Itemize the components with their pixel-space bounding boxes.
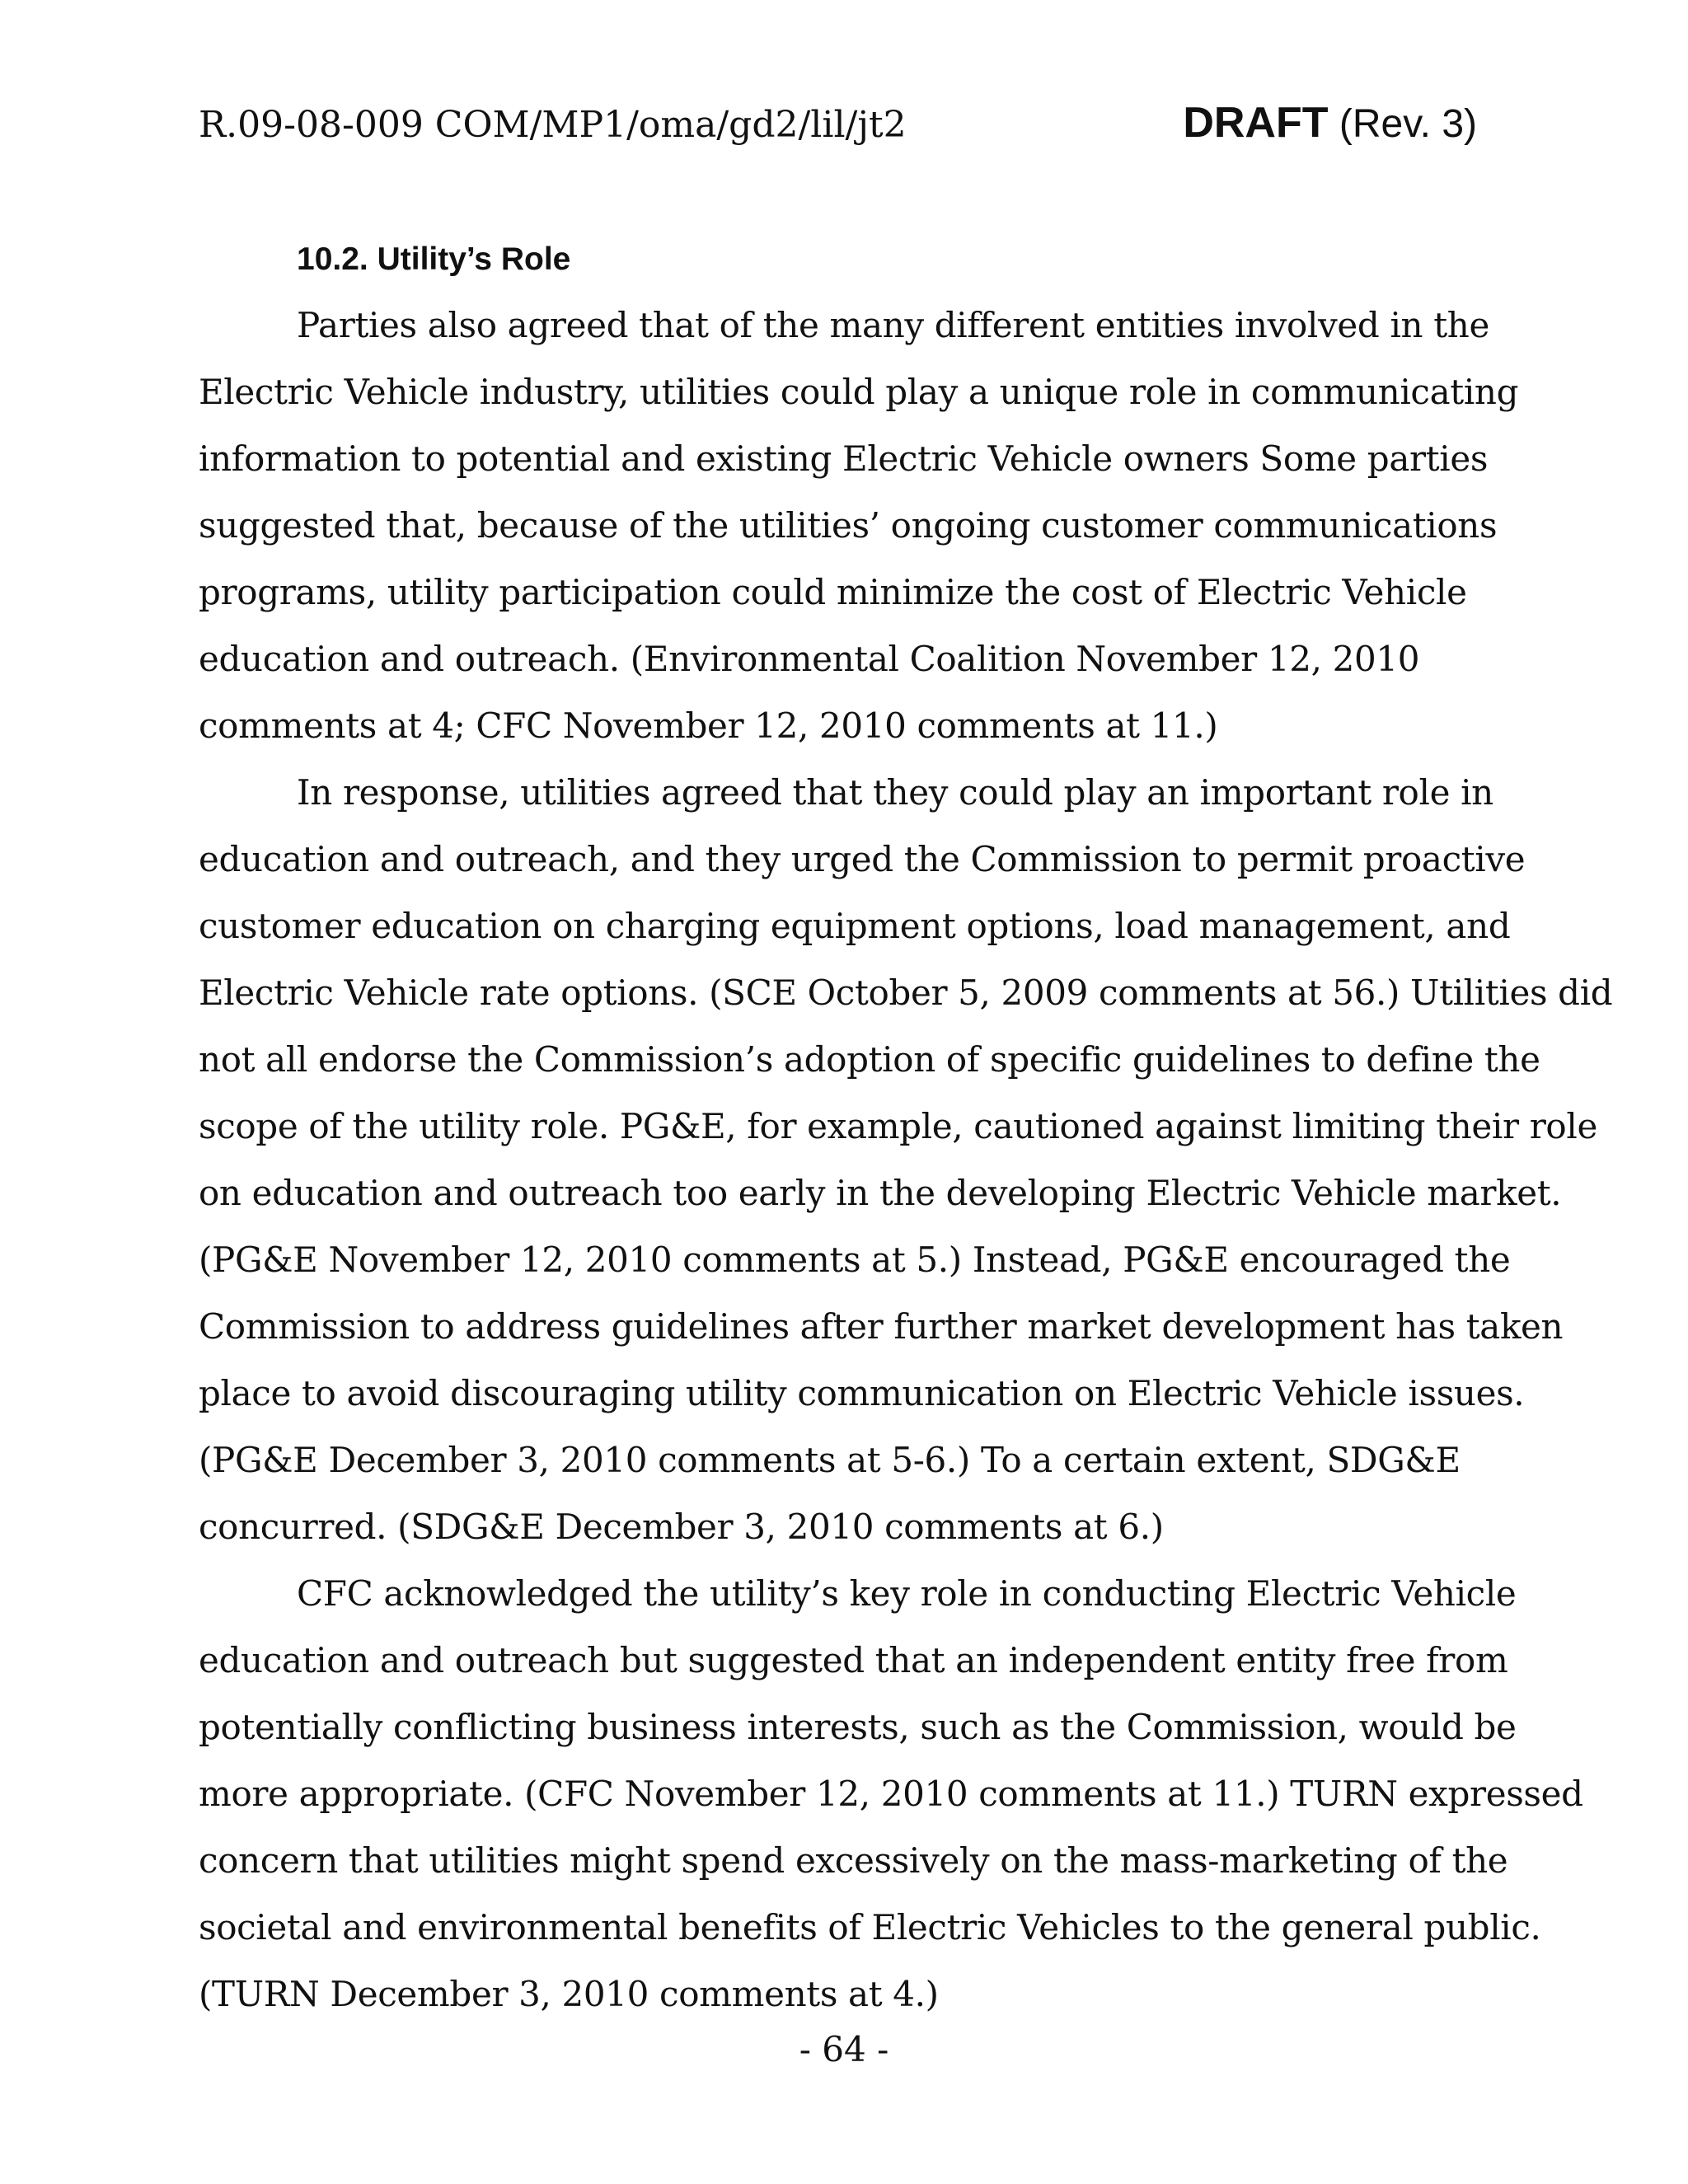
text-line: (PG&E November 12, 2010 comments at 5.) Instead, PG&E encouraged the (199, 1240, 1511, 1280)
text-line: concurred. (SDG&E December 3, 2010 comments at 6.) (199, 1507, 1164, 1547)
text-line: (PG&E December 3, 2010 comments at 5-6.) To a certain extent, SDG&E (199, 1440, 1461, 1480)
draft-label (1183, 97, 1477, 150)
page-number: - 64 - (799, 2029, 889, 2069)
text-line: concern that utilities might spend excessively on the mass-marketing of the (199, 1840, 1508, 1881)
text-line: education and outreach but suggested that an independent entity free from (199, 1640, 1508, 1680)
text-line: comments at 4; CFC November 12, 2010 comments at 11.) (199, 705, 1218, 746)
revision-label: (Rev. 3) (1339, 102, 1477, 146)
section-heading: 10.2. Utility’s Role (297, 241, 571, 277)
draft-word: DRAFT (1183, 99, 1329, 147)
paragraph (199, 759, 1613, 1560)
text-line: not all endorse the Commission’s adoption of specific guidelines to define the (199, 1039, 1540, 1080)
text-line: on education and outreach too early in the developing Electric Vehicle market. (199, 1173, 1562, 1213)
text-line: more appropriate. (CFC November 12, 2010 comments at 11.) TURN expressed (199, 1774, 1583, 1814)
paragraph (199, 1560, 1583, 2027)
text-line: societal and environmental benefits of Electric Vehicles to the general public. (199, 1907, 1541, 1947)
text-line: information to potential and existing Electric Vehicle owners Some parties (199, 438, 1489, 479)
text-line: suggested that, because of the utilities’ ongoing customer communications (199, 505, 1498, 546)
text-line: Electric Vehicle rate options. (SCE October 5, 2009 comments at 56.) Utilities did (199, 972, 1613, 1013)
text-line: (TURN December 3, 2010 comments at 4.) (199, 1974, 939, 2014)
docket-number: R.09-08-009 COM/MP1/oma/gd2/lil/jt2 (199, 104, 907, 146)
text-line: In response, utilities agreed that they could play an important role in (297, 772, 1493, 813)
text-line: potentially conflicting business interests, such as the Commission, would be (199, 1707, 1517, 1747)
text-line: education and outreach. (Environmental Coalition November 12, 2010 (199, 639, 1420, 679)
body-text (199, 292, 1613, 2027)
paragraph (199, 292, 1519, 759)
text-line: education and outreach, and they urged the Commission to permit proactive (199, 839, 1526, 879)
text-line: programs, utility participation could minimize the cost of Electric Vehicle (199, 572, 1467, 612)
text-line: Parties also agreed that of the many different entities involved in the (297, 305, 1489, 345)
text-line: place to avoid discouraging utility communication on Electric Vehicle issues. (199, 1373, 1525, 1413)
text-line: scope of the utility role. PG&E, for example, cautioned against limiting their role (199, 1106, 1597, 1146)
text-line: customer education on charging equipment options, load management, and (199, 906, 1511, 946)
text-line: CFC acknowledged the utility’s key role in conducting Electric Vehicle (297, 1573, 1517, 1614)
text-line: Commission to address guidelines after further market development has taken (199, 1306, 1564, 1347)
text-line: Electric Vehicle industry, utilities could play a unique role in communicating (199, 372, 1519, 412)
